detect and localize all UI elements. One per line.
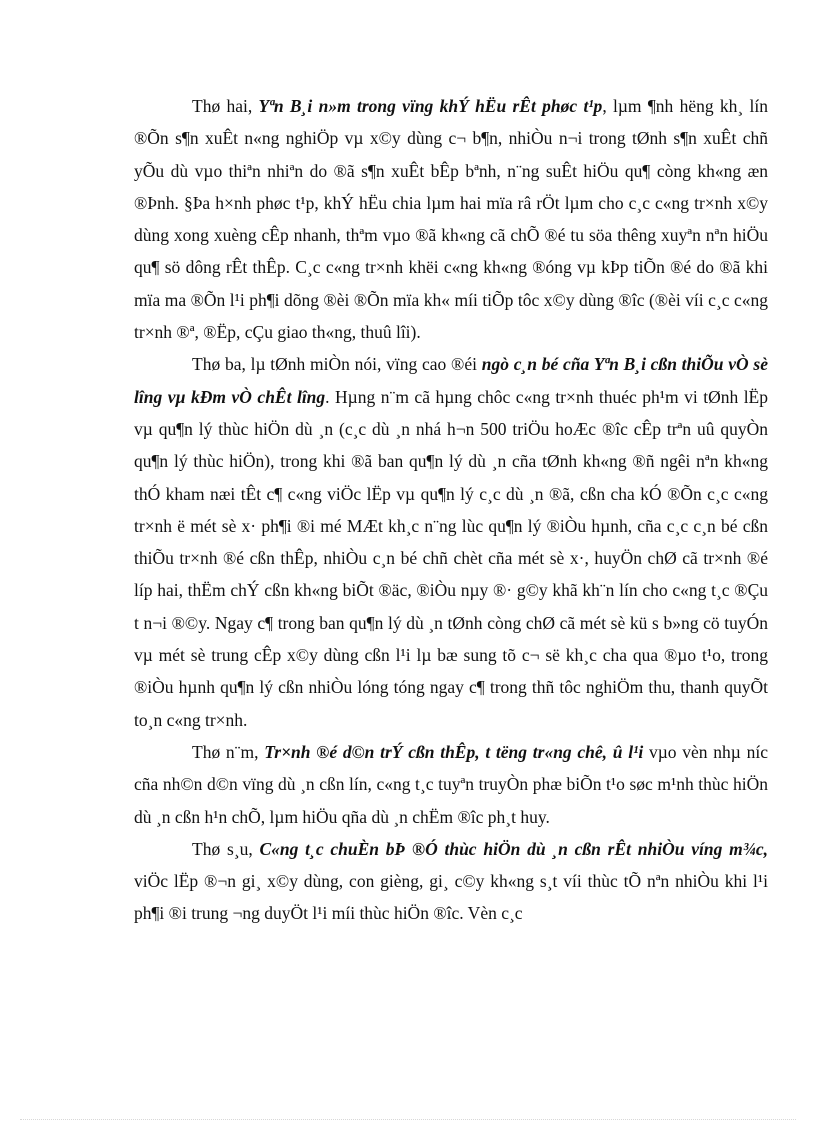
paragraph-lead: Thø n¨m, [192, 741, 265, 762]
page-bottom-divider [20, 1119, 796, 1120]
paragraph-lead: Thø s¸u, [192, 838, 260, 859]
paragraph-lead: Thø ba, lµ tØnh miÒn nói, vïng cao ®éi [192, 354, 482, 375]
paragraph-emphasis: ngò c¸n bé cña Yªn B¸i cßn thiÕu vÒ sè lîng vµ kÐm vÒ chÊt lîng [134, 354, 768, 407]
paragraph-thu-sau [134, 833, 768, 930]
paragraph-emphasis: Tr×nh ®é d©n trÝ cßn thÊp, t tëng tr«ng chê, û l¹i [264, 741, 644, 762]
paragraph-emphasis: Yªn B¸i n»m trong vïng khÝ hËu rÊt phøc t¹p [258, 96, 603, 116]
paragraph-text: vµo vèn nhµ níc cña nh©n d©n vïng dù ¸n cßn lín, c«ng t¸c tuyªn truyÒn phæ biÕn t¹o søc m¹nh thùc hiÖn dù ¸n cßn h¹n chÕ, lµm hiÖu qña dù ¸n chËm ®îc ph¸t huy. [134, 741, 768, 827]
paragraph-text: . Hµng n¨m cã hµng chôc c«ng tr×nh thuéc ph¹m vi tØnh lËp vµ qu¶n lý thùc hiÖn dù ¸n (c¸c dù ¸n nhá h¬n 500 triÖu hoÆc ®îc cÊp trªn uû quyÒn qu¶n lý thùc hiÖn), trong khi ®ã ban qu¶n lý dù ¸n cña tØnh kh«ng ®ñ ngêi nªn kh«ng thÓ kham næi tÊt c¶ c«ng viÖc lËp vµ qu¶n lý c¸c dù ¸n ®ã, cßn cha kÓ ®Õn c¸c c«ng tr×nh ë mét sè x· ph¶i ®i mé MÆt kh¸c n¨ng lùc qu¶n lý ®iÒu hµnh, cña c¸c c¸n bé cßn thiÕu tr×nh ®é cßn thÊp, nhiÒu c¸n bé chñ chèt cña mét sè x·, huyÖn chØ cã tr×nh ®é líp hai, thËm chÝ cßn kh«ng biÕt ®äc, ®iÒu nµy ®· g©y khã kh¨n lín cho c«ng t¸c ®Çu t n¬i ®©y. Ngay c¶ trong ban qu¶n lý dù ¸n tØnh còng chØ cã mét sè kü s b»ng cö tuyÓn vµ mét sè trung cÊp x©y dùng cßn l¹i lµ bæ sung tõ c¬ së kh¸c cha qua ®µo t¹o, trong ®iÒu hµnh qu¶n lý cßn nhiÒu lóng tóng ngay c¶ trong thñ tôc nghiÖm thu, thanh quyÕt to¸n c«ng tr×nh. [134, 386, 768, 730]
paragraph-lead: Thø hai, [192, 96, 259, 116]
paragraph-thu-nam [134, 736, 768, 833]
paragraph-text: viÖc lËp ®¬n gi¸ x©y dùng, con gièng, gi¸ c©y kh«ng s¸t víi thùc tÕ nªn nhiÒu khi l¹i ph¶i ®i trung ¬ng duyÖt l¹i míi thùc hiÖn ®îc. Vèn c¸c [134, 871, 768, 924]
paragraph-text: , lµm ¶nh hëng kh¸ lín ®Õn s¶n xuÊt n«ng nghiÖp vµ x©y dùng c¬ b¶n, nhiÒu n¬i trong tØnh s¶n xuÊt chñ yÕu dù vµo thiªn nhiªn do ®ã s¶n xuÊt bÊp bªnh, n¨ng suÊt hiÖu qu¶ còng kh«ng æn ®Þnh. §Þa h×nh phøc t¹p, khÝ hËu chia lµm hai mïa râ rÖt lµm cho c¸c c«ng tr×nh x©y dùng xong xuèng cÊp nhanh, thªm vµo ®ã kh«ng cã chÕ ®é tu söa thêng xuyªn nªn hiÖu qu¶ sö dông rÊt thÊp. C¸c c«ng tr×nh khëi c«ng kh«ng ®óng vµ kÞp tiÕn ®é do ®ã khi mïa ma ®Õn l¹i ph¶i dõng ®èi ®Õn mïa kh« míi tiÕp tôc x©y dùng ®îc (®èi víi c¸c c«ng tr×nh ®ª, ®Ëp, cÇu giao th«ng, thuû lîi). [134, 96, 768, 343]
document-body [134, 90, 768, 930]
paragraph-thu-hai [134, 90, 768, 348]
paragraph-emphasis: C«ng t¸c chuÈn bÞ ®Ó thùc hiÖn dù ¸n cßn rÊt nhiÒu víng m¾c, [259, 838, 769, 859]
paragraph-thu-ba [134, 348, 768, 736]
